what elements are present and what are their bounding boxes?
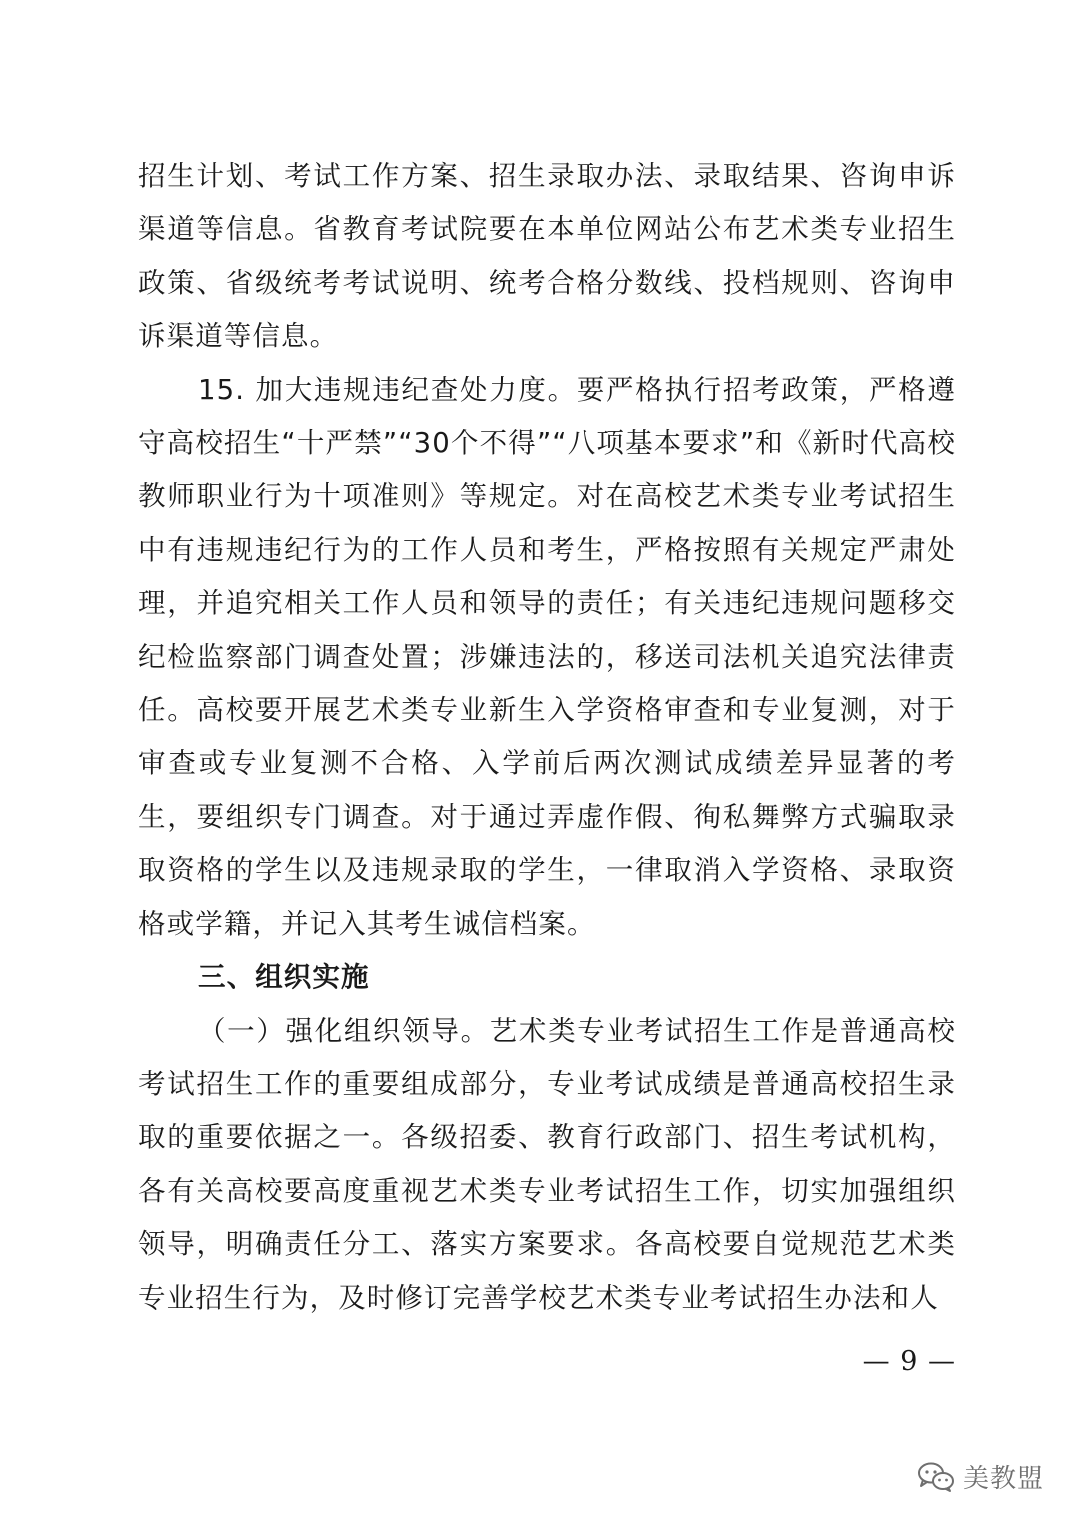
wechat-icon [917,1461,955,1493]
document-body [138,150,956,1325]
paragraph-3: （一）强化组织领导。艺术类专业考试招生工作是普通高校考试招生工作的重要组成部分，专业考试成绩是普通高校招生录取的重要依据之一。各级招委、教育行政部门、招生考试机构，各有关高校要高度重视艺术类专业考试招生工作，切实加强组织领导，明确责任分工、落实方案要求。各高校要自觉规范艺术类专业招生行为，及时修订完善学校艺术类专业考试招生办法和人 [138,1014,956,1314]
paragraph-2: 15. 加大违规违纪查处力度。要严格执行招考政策，严格遵守高校招生“十严禁”“30个不得”“八项基本要求”和《新时代高校教师职业行为十项准则》等规定。对在高校艺术类专业考试招生中有违规违纪行为的工作人员和考生，严格按照有关规定严肃处理，并追究相关工作人员和领导的责任；有关违纪违规问题移交纪检监察部门调查处置；涉嫌违法的，移送司法机关追究法律责任。高校要开展艺术类专业新生入学资格审查和专业复测，对于审查或专业复测不合格、入学前后两次测试成绩差异显著的考生，要组织专门调查。对于通过弄虚作假、徇私舞弊方式骗取录取资格的学生以及违规录取的学生，一律取消入学资格、录取资格或学籍，并记入其考生诚信档案。 [138,373,956,940]
section-heading: 三、组织实施 [198,961,370,994]
paragraph-1: 招生计划、考试工作方案、招生录取办法、录取结果、咨询申诉渠道等信息。省教育考试院要在本单位网站公布艺术类专业招生政策、省级统考考试说明、统考合格分数线、投档规则、咨询申诉渠道等信息。 [138,160,956,353]
watermark [917,1458,1044,1495]
watermark-text: 美教盟 [962,1464,1044,1494]
page-number: — 9 — [862,1346,956,1377]
